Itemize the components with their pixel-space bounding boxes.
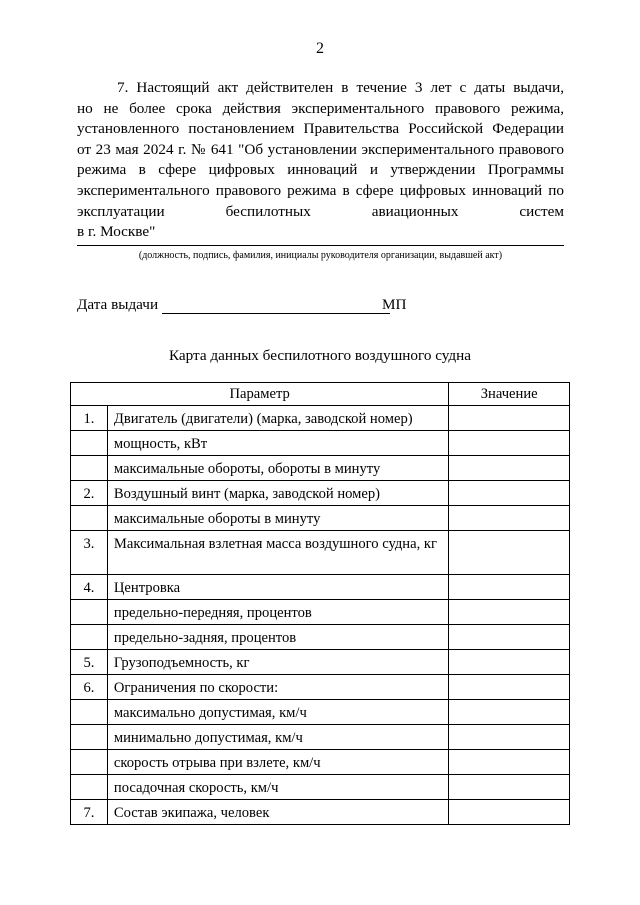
row-value (449, 531, 570, 575)
row-value (449, 431, 570, 456)
table-row (71, 725, 570, 750)
row-value (449, 575, 570, 600)
row-value (449, 750, 570, 775)
row-value (449, 481, 570, 506)
table-row (71, 431, 570, 456)
row-parameter: Воздушный винт (марка, заводской номер) (107, 481, 448, 506)
row-number (71, 600, 108, 625)
paragraph-line: в г. Москве" (77, 223, 156, 241)
row-value (449, 625, 570, 650)
row-number: 2. (71, 481, 108, 506)
issue-date-blank (162, 313, 390, 314)
table-row (71, 456, 570, 481)
row-parameter: минимально допустимая, км/ч (107, 725, 448, 750)
paragraph-line: эксплуатации беспилотных авиационных систем (77, 202, 564, 220)
row-value (449, 725, 570, 750)
row-number: 6. (71, 675, 108, 700)
row-parameter: предельно-передняя, процентов (107, 600, 448, 625)
row-number (71, 456, 108, 481)
row-number: 3. (71, 531, 108, 575)
row-value (449, 800, 570, 825)
row-parameter: Максимальная взлетная масса воздушного судна, кг (107, 531, 448, 575)
paragraph-line: установленного постановлением Правительства Российской Федерации (77, 120, 564, 138)
table-row (71, 800, 570, 825)
row-parameter: посадочная скорость, км/ч (107, 775, 448, 800)
value-header: Значение (449, 383, 570, 406)
table-row (71, 675, 570, 700)
row-number (71, 625, 108, 650)
row-number (71, 725, 108, 750)
row-number (71, 431, 108, 456)
param-header: Параметр (71, 383, 449, 406)
table-row (71, 406, 570, 431)
signature-caption: (должность, подпись, фамилия, инициалы руководителя организации, выдавшей акт) (138, 250, 503, 261)
aircraft-data-table (70, 382, 570, 825)
row-value (449, 600, 570, 625)
row-number: 1. (71, 406, 108, 431)
seal-label: МП (382, 296, 407, 313)
paragraph-line: экспериментального правового режима в сфере цифровых инноваций по (77, 181, 564, 199)
row-parameter: Ограничения по скорости: (107, 675, 448, 700)
signature-line (77, 245, 564, 246)
table-header-row (71, 383, 570, 406)
row-number (71, 506, 108, 531)
table-row (71, 531, 570, 575)
row-parameter: мощность, кВт (107, 431, 448, 456)
table-row (71, 481, 570, 506)
table-row (71, 600, 570, 625)
row-value (449, 506, 570, 531)
row-parameter: максимально допустимая, км/ч (107, 700, 448, 725)
row-parameter: Центровка (107, 575, 448, 600)
row-parameter: максимальные обороты, обороты в минуту (107, 456, 448, 481)
paragraph-line: от 23 мая 2024 г. № 641 "Об установлении экспериментального правового (77, 140, 564, 158)
row-value (449, 700, 570, 725)
row-parameter: предельно-задняя, процентов (107, 625, 448, 650)
row-value (449, 406, 570, 431)
table-row (71, 775, 570, 800)
row-number (71, 750, 108, 775)
paragraph-line: 7. Настоящий акт действителен в течение 3 лет с даты выдачи, (117, 79, 564, 96)
row-parameter: Двигатель (двигатели) (марка, заводской номер) (107, 406, 448, 431)
row-number: 5. (71, 650, 108, 675)
row-parameter: Грузоподъемность, кг (107, 650, 448, 675)
row-parameter: максимальные обороты в минуту (107, 506, 448, 531)
table-row (71, 625, 570, 650)
row-value (449, 775, 570, 800)
card-title: Карта данных беспилотного воздушного судна (168, 347, 472, 364)
table-row (71, 700, 570, 725)
page-number: 2 (316, 40, 324, 57)
validity-paragraph (77, 78, 564, 243)
row-parameter: Состав экипажа, человек (107, 800, 448, 825)
row-value (449, 650, 570, 675)
row-number (71, 700, 108, 725)
table-row (71, 750, 570, 775)
table-row (71, 575, 570, 600)
row-value (449, 456, 570, 481)
row-number (71, 775, 108, 800)
issue-date-label: Дата выдачи (77, 296, 159, 313)
row-value (449, 675, 570, 700)
table-row (71, 650, 570, 675)
row-number: 4. (71, 575, 108, 600)
table-row (71, 506, 570, 531)
row-number: 7. (71, 800, 108, 825)
row-parameter: скорость отрыва при взлете, км/ч (107, 750, 448, 775)
paragraph-line: режима в сфере цифровых инноваций и утверждении Программы (77, 161, 564, 179)
paragraph-line: но не более срока действия экспериментального правового режима, (77, 99, 564, 117)
